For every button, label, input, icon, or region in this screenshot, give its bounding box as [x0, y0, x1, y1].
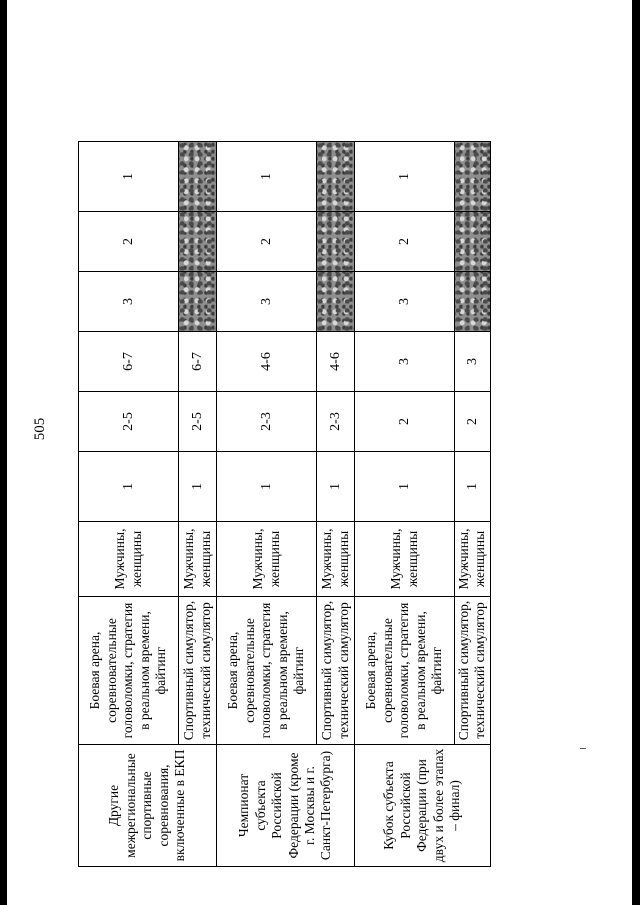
place-range-cell: 6-7 — [79, 332, 179, 392]
place-range-cell: 1 — [317, 452, 355, 522]
discipline-cell: Боевая арена, соревновательные головоломки, стратегия в реальном времени, файтинг — [217, 597, 317, 745]
rotated-table-wrapper — [78, 72, 488, 867]
place-range-cell: 2 — [355, 392, 455, 452]
shaded-cell — [179, 272, 217, 332]
shaded-cell — [317, 212, 355, 272]
competition-cell: Другие межрегиональные спортивные соревнования, включенные в ЕКП — [79, 745, 217, 867]
place-range-cell: 2-5 — [179, 392, 217, 452]
discipline-cell: Спортивный симулятор, технический симулятор — [455, 597, 491, 745]
gender-cell: Мужчины, женщины — [217, 522, 317, 597]
table-row — [355, 72, 455, 867]
place-cell: 1 — [217, 142, 317, 212]
place-cell: 3 — [355, 272, 455, 332]
table-row — [79, 72, 179, 867]
gender-cell: Мужчины, женщины — [79, 522, 179, 597]
place-range-cell: 2-3 — [317, 392, 355, 452]
scan-border-left — [0, 0, 7, 905]
shaded-cell — [179, 142, 217, 212]
place-range-cell: 2 — [455, 392, 491, 452]
shaded-cell — [317, 142, 355, 212]
place-cell: 1 — [79, 142, 179, 212]
competition-cell: Кубок субъекта Российской Федерации (при двух и более этапах – финал) — [355, 745, 491, 867]
shaded-cell — [455, 142, 491, 212]
scan-border-right — [632, 0, 640, 905]
shaded-cell — [455, 212, 491, 272]
place-range-cell: 2-5 — [79, 392, 179, 452]
place-range-cell: 3 — [455, 332, 491, 392]
place-range-cell: 3 — [355, 332, 455, 392]
shaded-cell — [179, 212, 217, 272]
competition-cell: Чемпионат субъекта Российской Федерации (кроме г. Москвы и г. Санкт-Петербурга) — [217, 745, 355, 867]
gender-cell: Мужчины, женщины — [179, 522, 217, 597]
place-range-cell: 1 — [179, 452, 217, 522]
scan-mark — [580, 748, 586, 749]
discipline-cell: Спортивный симулятор, технический симулятор — [317, 597, 355, 745]
place-range-cell: 1 — [79, 452, 179, 522]
shaded-cell — [317, 272, 355, 332]
page-number: 505 — [32, 417, 48, 441]
discipline-cell: Боевая арена, соревновательные головоломки, стратегия в реальном времени, файтинг — [79, 597, 179, 745]
place-range-cell: 2-3 — [217, 392, 317, 452]
discipline-cell: Боевая арена, соревновательные головоломки, стратегия в реальном времени, файтинг — [355, 597, 455, 745]
table-body — [79, 72, 491, 867]
place-cell: 2 — [79, 212, 179, 272]
place-cell: 3 — [79, 272, 179, 332]
place-cell: 1 — [355, 142, 455, 212]
place-cell: 2 — [355, 212, 455, 272]
qualification-table — [78, 71, 491, 867]
place-range-cell: 1 — [355, 452, 455, 522]
place-range-cell: 4-6 — [317, 332, 355, 392]
place-cell: 2 — [217, 212, 317, 272]
discipline-cell: Спортивный симулятор, технический симулятор — [179, 597, 217, 745]
gender-cell: Мужчины, женщины — [355, 522, 455, 597]
place-range-cell: 6-7 — [179, 332, 217, 392]
gender-cell: Мужчины, женщины — [317, 522, 355, 597]
place-cell: 3 — [217, 272, 317, 332]
place-range-cell: 4-6 — [217, 332, 317, 392]
place-range-cell: 1 — [455, 452, 491, 522]
shaded-cell — [455, 272, 491, 332]
place-range-cell: 1 — [217, 452, 317, 522]
gender-cell: Мужчины, женщины — [455, 522, 491, 597]
table-row — [217, 72, 317, 867]
